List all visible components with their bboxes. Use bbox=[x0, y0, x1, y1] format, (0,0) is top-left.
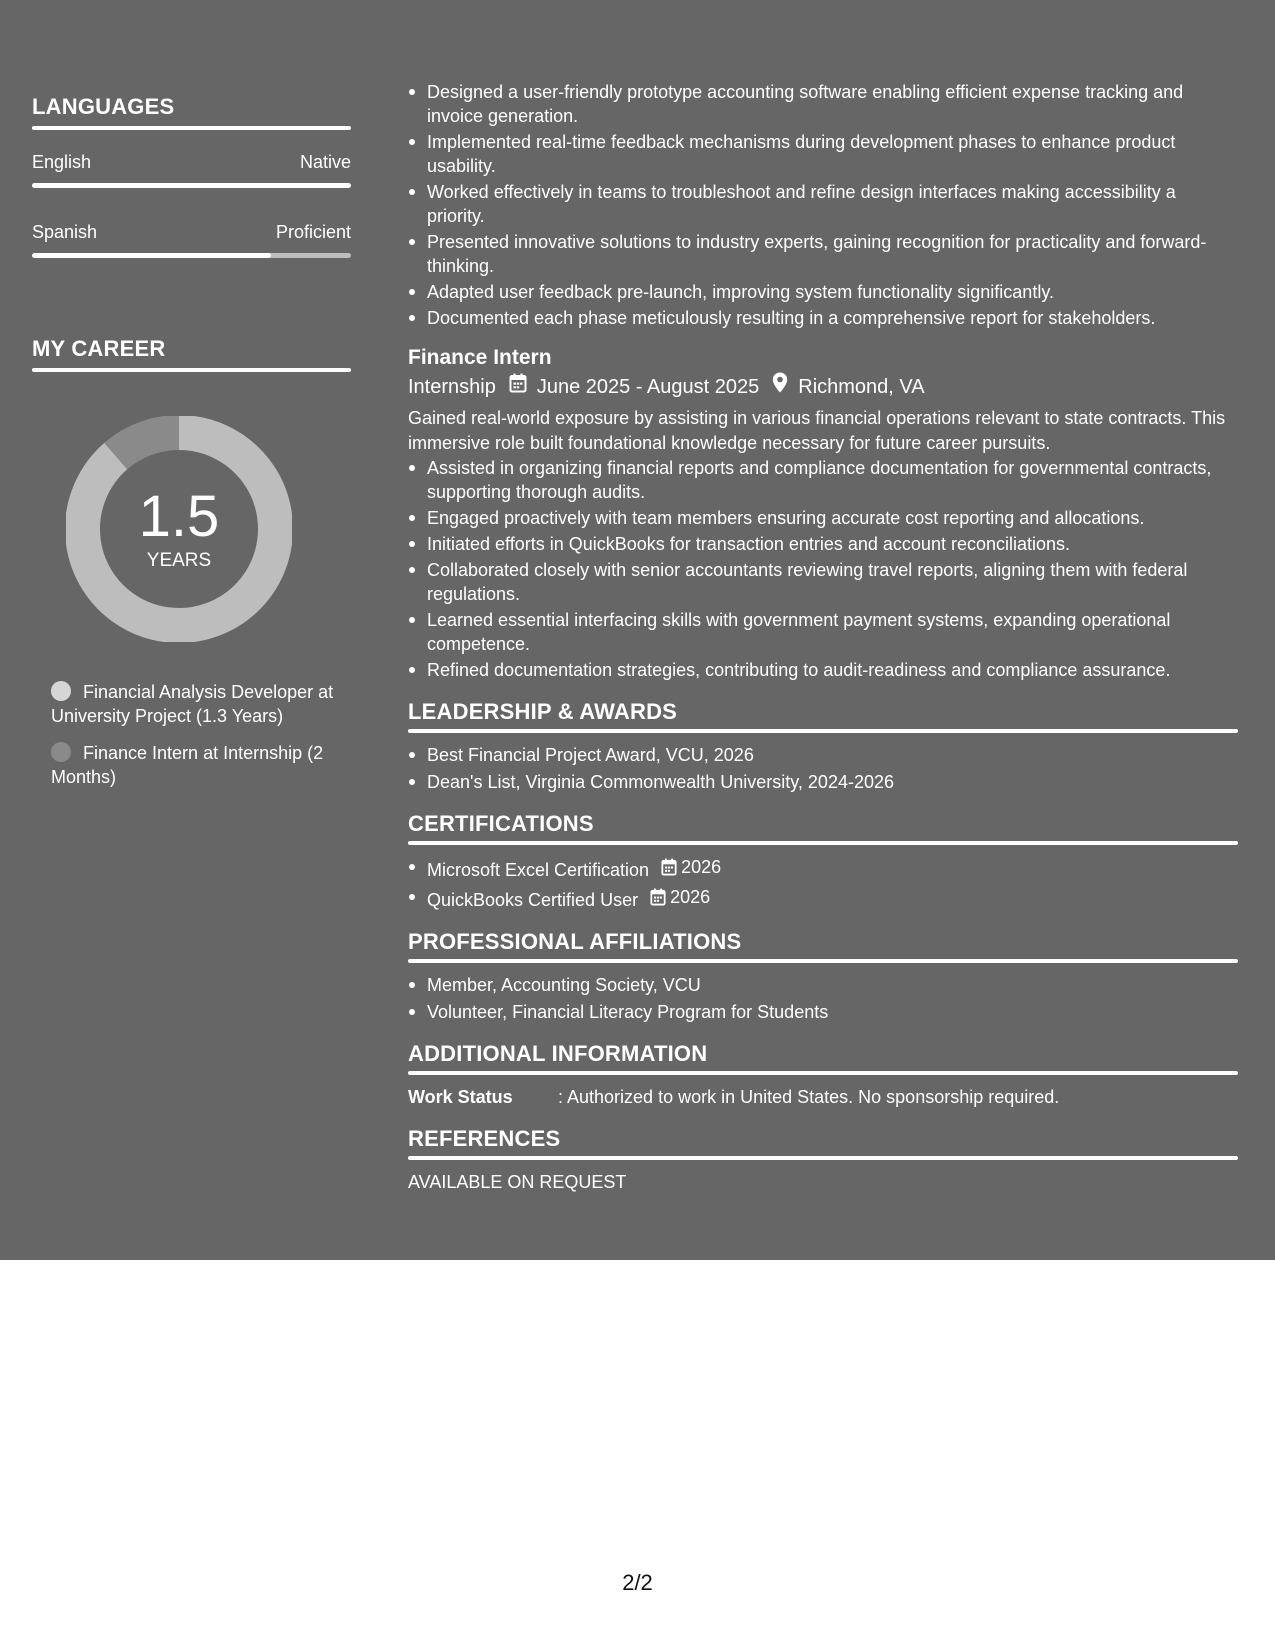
cert-date bbox=[661, 855, 721, 879]
affiliations-heading: PROFESSIONAL AFFILIATIONS bbox=[408, 929, 742, 954]
language-bar-fill bbox=[32, 253, 271, 258]
language-name: English bbox=[32, 152, 92, 172]
left-column bbox=[32, 94, 351, 802]
job-summary: Gained real-world exposure by assisting in various financial operations relevant to state contracts. This immersive role built foundational knowledge necessary for future career pursuits. bbox=[408, 408, 1226, 453]
legend-label: Financial Analysis Developer at University Project (1.3 Years) bbox=[51, 682, 334, 726]
right-column bbox=[408, 80, 1238, 1194]
references-heading: REFERENCES bbox=[408, 1126, 561, 1151]
list-item: Worked effectively in teams to troubleshoot and refine design interfaces making accessibility a priority. bbox=[408, 180, 1238, 228]
certifications-section bbox=[408, 810, 1238, 912]
work-status-value: : Authorized to work in United States. No sponsorship required. bbox=[558, 1087, 1060, 1107]
list-item: Implemented real-time feedback mechanisms during development phases to enhance product usability. bbox=[408, 130, 1238, 178]
calendar-icon bbox=[661, 858, 677, 876]
donut-center bbox=[66, 416, 292, 642]
language-bar-fill bbox=[32, 183, 351, 188]
legend-label: Finance Intern at Internship (2 Months) bbox=[51, 743, 324, 787]
cert-year: 2026 bbox=[681, 857, 722, 877]
legend-item bbox=[51, 741, 341, 789]
additional-info-heading: ADDITIONAL INFORMATION bbox=[408, 1041, 708, 1066]
section-divider bbox=[408, 959, 1238, 963]
additional-info-section bbox=[408, 1040, 1238, 1109]
languages-heading: LANGUAGES bbox=[32, 94, 175, 119]
list-item: Volunteer, Financial Literacy Program for Students bbox=[408, 1000, 1238, 1024]
legend-dot bbox=[51, 681, 71, 701]
job-company: Internship bbox=[408, 376, 496, 398]
section-divider bbox=[408, 1156, 1238, 1160]
list-item: Best Financial Project Award, VCU, 2026 bbox=[408, 743, 1238, 767]
calendar-icon bbox=[509, 372, 527, 402]
list-item: Learned essential interfacing skills with government payment systems, expanding operational competence. bbox=[408, 608, 1238, 656]
map-pin-icon bbox=[772, 372, 788, 402]
career-total-value: 1.5 bbox=[138, 484, 220, 549]
languages-divider bbox=[32, 126, 351, 130]
leadership-heading: LEADERSHIP & AWARDS bbox=[408, 699, 678, 724]
references-section bbox=[408, 1125, 1238, 1194]
calendar-icon bbox=[650, 888, 666, 906]
page-number: 2/2 bbox=[622, 1570, 653, 1595]
list-item: Engaged proactively with team members ensuring accurate cost reporting and allocations. bbox=[408, 506, 1238, 530]
list-item: Member, Accounting Society, VCU bbox=[408, 973, 1238, 997]
affiliations-list bbox=[408, 973, 1238, 1024]
list-item bbox=[408, 855, 1238, 882]
job-dates: June 2025 - August 2025 bbox=[536, 376, 760, 398]
certifications-heading: CERTIFICATIONS bbox=[408, 811, 594, 836]
career-heading: MY CAREER bbox=[32, 336, 166, 361]
career-donut-chart bbox=[66, 416, 292, 642]
list-item: Adapted user feedback pre-launch, improving system functionality significantly. bbox=[408, 280, 1238, 304]
list-item: Designed a user-friendly prototype accounting software enabling efficient expense tracking and invoice generation. bbox=[408, 80, 1238, 128]
work-status-label: Work Status bbox=[408, 1087, 513, 1107]
list-item: Presented innovative solutions to industry experts, gaining recognition for practicality and forward-thinking. bbox=[408, 230, 1238, 278]
career-legend bbox=[51, 680, 341, 789]
list-item: Dean's List, Virginia Commonwealth University, 2024-2026 bbox=[408, 770, 1238, 794]
language-row-spanish bbox=[32, 222, 351, 243]
list-item: Initiated efforts in QuickBooks for transaction entries and account reconciliations. bbox=[408, 532, 1238, 556]
cert-name: Microsoft Excel Certification bbox=[427, 860, 650, 880]
language-level: Proficient bbox=[275, 222, 351, 242]
language-name: Spanish bbox=[32, 222, 98, 242]
cert-name: QuickBooks Certified User bbox=[427, 890, 639, 910]
job-bullets bbox=[408, 456, 1238, 682]
previous-job-bullets bbox=[408, 80, 1238, 330]
section-divider bbox=[408, 841, 1238, 845]
job-meta bbox=[408, 372, 1238, 402]
leadership-section bbox=[408, 698, 1238, 794]
job-title: Finance Intern bbox=[408, 346, 552, 369]
list-item: Assisted in organizing financial reports and compliance documentation for governmental contracts, supporting thorough audits. bbox=[408, 456, 1238, 504]
legend-item bbox=[51, 680, 341, 728]
cert-year: 2026 bbox=[670, 887, 711, 907]
certifications-list bbox=[408, 855, 1238, 912]
list-item: Documented each phase meticulously resulting in a comprehensive report for stakeholders. bbox=[408, 306, 1238, 330]
language-level: Native bbox=[299, 152, 351, 172]
language-bar-spanish bbox=[32, 253, 351, 258]
affiliations-section bbox=[408, 928, 1238, 1024]
leadership-list bbox=[408, 743, 1238, 794]
language-bar-english bbox=[32, 183, 351, 188]
list-item: Collaborated closely with senior accountants reviewing travel reports, aligning them with federal regulations. bbox=[408, 558, 1238, 606]
career-total-unit: YEARS bbox=[146, 550, 212, 571]
language-row-english bbox=[32, 152, 351, 173]
list-item: Refined documentation strategies, contributing to audit-readiness and compliance assurance. bbox=[408, 658, 1238, 682]
work-status-row bbox=[408, 1085, 1238, 1109]
cert-date bbox=[650, 885, 710, 909]
section-divider bbox=[408, 1071, 1238, 1075]
references-text: AVAILABLE ON REQUEST bbox=[408, 1172, 627, 1192]
job-location: Richmond, VA bbox=[798, 376, 925, 398]
legend-dot bbox=[51, 742, 71, 762]
career-divider bbox=[32, 368, 351, 372]
section-divider bbox=[408, 729, 1238, 733]
list-item bbox=[408, 885, 1238, 912]
